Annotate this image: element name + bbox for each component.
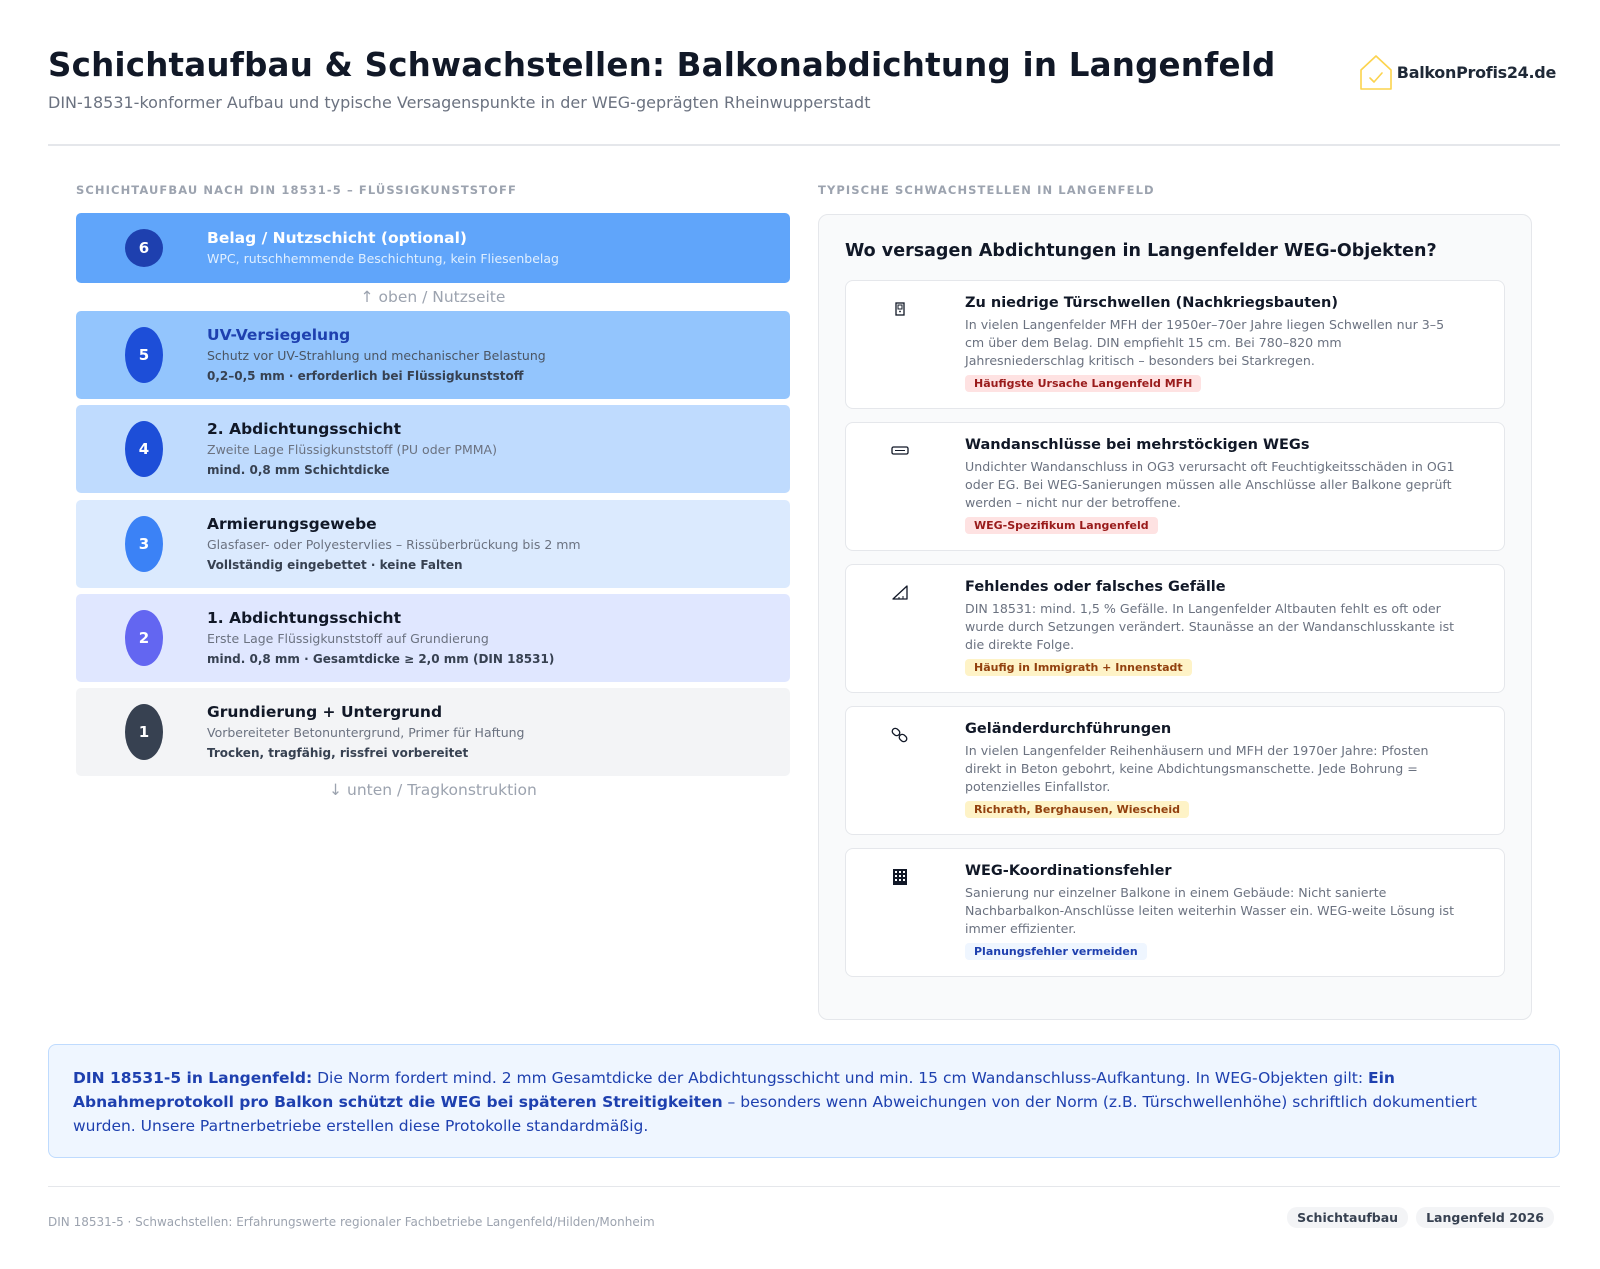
layer-name: 1. Abdichtungsschicht xyxy=(207,609,401,627)
weakpoint-description: In vielen Langenfelder Reihenhäusern und MFH der 1970er Jahre: Pfosten direkt in Beton gebohrt, keine Abdichtungsmanschette. Jede Bohrung = potenzielles Einfallstor. xyxy=(965,743,1429,794)
weakpoint-title: Fehlendes oder falsches Gefälle xyxy=(965,579,1226,595)
weakpoint-tag: Richrath, Berghausen, Wiescheid xyxy=(965,801,1189,818)
brand-logo[interactable] xyxy=(1358,52,1556,92)
weakpoint-card xyxy=(845,564,1505,693)
layer-2 xyxy=(76,594,790,682)
weakpoint-card xyxy=(845,422,1505,551)
layer-5 xyxy=(76,311,790,399)
layer-4 xyxy=(76,405,790,493)
weakpoints-section-label: TYPISCHE SCHWACHSTELLEN IN LANGENFELD xyxy=(818,183,1155,197)
page-footer xyxy=(48,1186,1560,1229)
layer-number-badge: 4 xyxy=(125,421,163,477)
layer-number-badge: 6 xyxy=(125,229,163,267)
info-lead: DIN 18531-5 in Langenfeld: xyxy=(73,1069,313,1087)
layer-description: Zweite Lage Flüssigkunststoff (PU oder PMMA) xyxy=(207,442,497,457)
weakpoint-title: Wandanschlüsse bei mehrstöckigen WEGs xyxy=(965,437,1310,453)
info-highlight: Ein Abnahmeprotokoll pro Balkon schützt die WEG bei späteren Streitigkeiten xyxy=(73,1069,1395,1111)
weakpoint-description: DIN 18531: mind. 1,5 % Gefälle. In Langenfelder Altbauten fehlt es oft oder wurde durch Setzungen verändert. Staunässe an der Wandanschlusskante ist die direkte Folge. xyxy=(965,601,1455,652)
weakpoint-title: WEG-Koordinationsfehler xyxy=(965,863,1172,879)
layer-name: Grundierung + Untergrund xyxy=(207,703,443,721)
layer-number-badge: 3 xyxy=(125,516,163,572)
layer-spec: 0,2–0,5 mm · erforderlich bei Flüssigkunststoff xyxy=(207,369,524,383)
layer-description: Glasfaser- oder Polyestervlies – Rissüberbrückung bis 2 mm xyxy=(207,537,581,552)
brick-icon xyxy=(890,441,910,461)
layer-number-badge: 1 xyxy=(125,704,163,760)
layer-1 xyxy=(76,688,790,776)
layer-name: UV-Versiegelung xyxy=(207,326,351,344)
din-info-box xyxy=(48,1044,1560,1158)
layers-section-label: SCHICHTAUFBAU NACH DIN 18531-5 – FLÜSSIGKUNSTSTOFF xyxy=(76,183,517,197)
info-text-cont: – besonders wenn Abweichungen von der Norm (z.B. Türschwellenhöhe) schriftlich dokumentiert wurden. Unsere Partnerbetriebe erstellen diese Protokolle standardmäßig. xyxy=(73,1093,1477,1135)
page-header xyxy=(48,46,1560,146)
layer-3 xyxy=(76,500,790,588)
layer-spec: Trocken, tragfähig, rissfrei vorbereitet xyxy=(207,746,469,760)
triangle-ruler-icon xyxy=(890,583,910,603)
house-icon xyxy=(1358,52,1394,92)
door-icon xyxy=(890,299,910,319)
footer-tag: Schichtaufbau xyxy=(1287,1207,1408,1228)
building-icon xyxy=(890,867,910,887)
weakpoint-tag: Planungsfehler vermeiden xyxy=(965,943,1147,960)
layer-6 xyxy=(76,213,790,283)
weakpoint-title: Geländerdurchführungen xyxy=(965,721,1172,737)
weakpoint-tag: Häufigste Ursache Langenfeld MFH xyxy=(965,375,1201,392)
info-text: Die Norm fordert mind. 2 mm Gesamtdicke der Abdichtungsschicht und min. 15 cm Wandanschluss-Aufkantung. In WEG-Objekten gilt: xyxy=(312,1069,1368,1087)
footer-tag: Langenfeld 2026 xyxy=(1416,1207,1554,1228)
layer-name: Armierungsgewebe xyxy=(207,515,377,533)
weakpoints-panel xyxy=(818,214,1532,1020)
link-icon xyxy=(890,725,910,745)
layer-description: Vorbereiteter Betonuntergrund, Primer für Haftung xyxy=(207,725,525,740)
top-side-marker: ↑ oben / Nutzseite xyxy=(360,288,506,306)
page-subtitle: DIN-18531-konformer Aufbau und typische Versagenspunkte in der WEG-geprägten Rheinwupperstadt xyxy=(48,93,871,112)
layer-description: Schutz vor UV-Strahlung und mechanischer Belastung xyxy=(207,348,546,363)
weakpoint-card xyxy=(845,706,1505,835)
layer-spec: Vollständig eingebettet · keine Falten xyxy=(207,558,463,572)
bottom-side-marker: ↓ unten / Tragkonstruktion xyxy=(329,781,537,799)
layer-description: Erste Lage Flüssigkunststoff auf Grundierung xyxy=(207,631,489,646)
layer-name: 2. Abdichtungsschicht xyxy=(207,420,401,438)
weakpoint-card xyxy=(845,848,1505,977)
weakpoint-title: Zu niedrige Türschwellen (Nachkriegsbauten) xyxy=(965,295,1338,311)
weakpoint-tag: WEG-Spezifikum Langenfeld xyxy=(965,517,1158,534)
layer-spec: mind. 0,8 mm Schichtdicke xyxy=(207,463,390,477)
weakpoint-description: Undichter Wandanschluss in OG3 verursacht oft Feuchtigkeitsschäden in OG1 oder EG. Bei WEG-Sanierungen müssen alle Anschlüsse aller Balkone geprüft werden – nicht nur der betroffene. xyxy=(965,459,1455,510)
layer-number-badge: 2 xyxy=(125,610,163,666)
layer-number-badge: 5 xyxy=(125,327,163,383)
page-title: Schichtaufbau & Schwachstellen: Balkonabdichtung in Langenfeld xyxy=(48,46,1276,84)
weakpoint-card xyxy=(845,280,1505,409)
layer-spec: mind. 0,8 mm · Gesamtdicke ≥ 2,0 mm (DIN 18531) xyxy=(207,652,555,666)
panel-title: Wo versagen Abdichtungen in Langenfelder WEG-Objekten? xyxy=(845,241,1437,261)
weakpoint-description: In vielen Langenfelder MFH der 1950er–70er Jahre liegen Schwellen nur 3–5 cm über dem Belag. DIN empfiehlt 15 cm. Bei 780–820 mm Jahresniederschlag kritisch – besonders bei Starkregen. xyxy=(965,317,1445,368)
weakpoint-description: Sanierung nur einzelner Balkone in einem Gebäude: Nicht sanierte Nachbarbalkon-Anschlüsse leiten weiterhin Wasser ein. WEG-weite Lösung ist immer effizienter. xyxy=(965,885,1455,936)
layer-description: WPC, rutschhemmende Beschichtung, kein Fliesenbelag xyxy=(207,251,559,266)
footer-source-note: DIN 18531-5 · Schwachstellen: Erfahrungswerte regionaler Fachbetriebe Langenfeld/Hilden/Monheim xyxy=(48,1215,655,1229)
brand-name: BalkonProfis24.de xyxy=(1396,62,1556,82)
weakpoint-tag: Häufig in Immigrath + Innenstadt xyxy=(965,659,1192,676)
layer-name: Belag / Nutzschicht (optional) xyxy=(207,229,467,247)
